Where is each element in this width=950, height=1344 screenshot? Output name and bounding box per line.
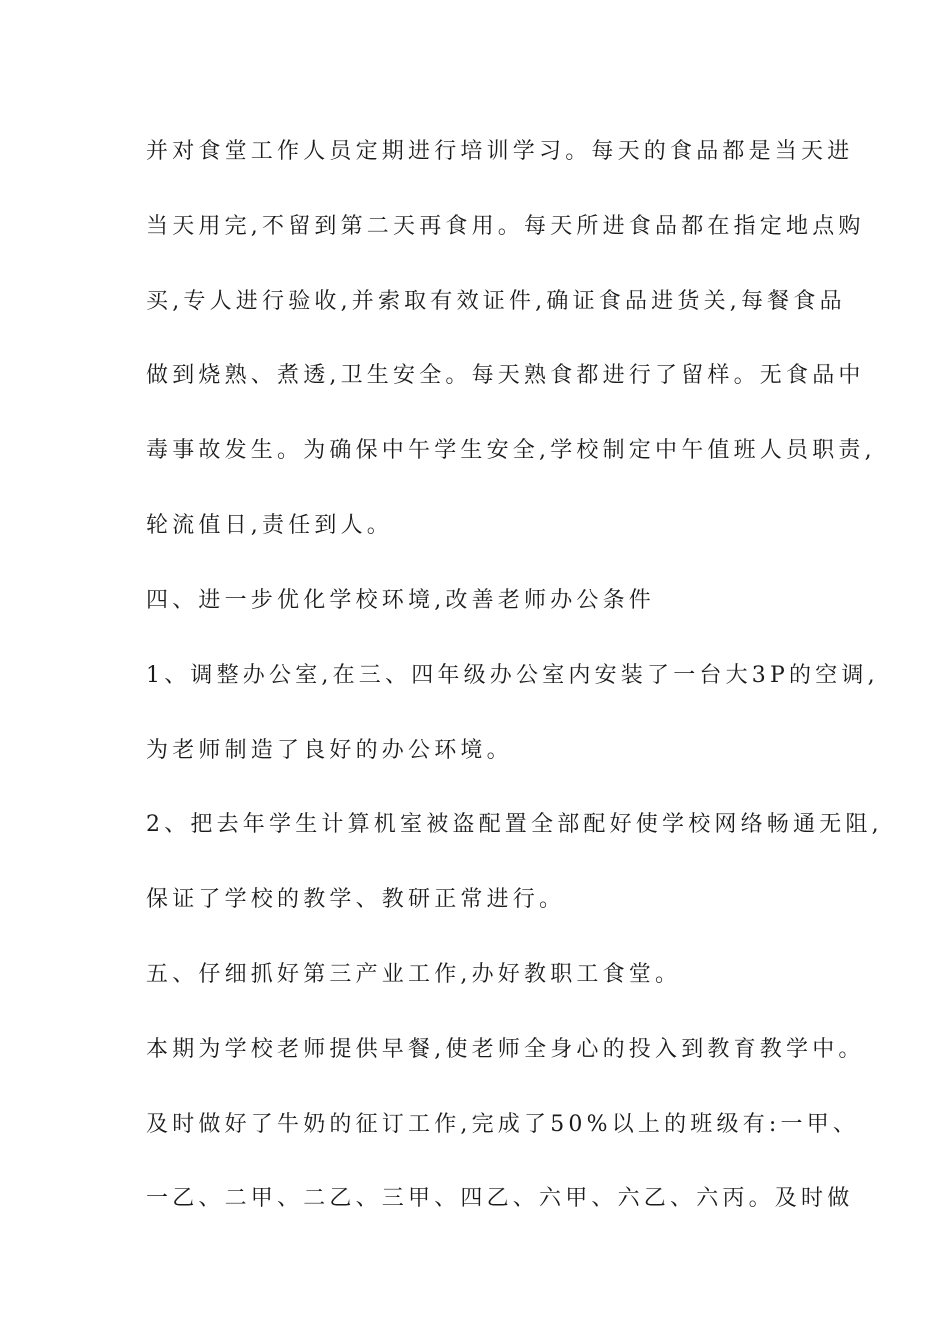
text-line: 保证了学校的教学、教研正常进行。 — [146, 887, 566, 912]
text-line: 当天用完,不留到第二天再食用。每天所进食品都在指定地点购 — [146, 214, 865, 239]
section-heading: 四、进一步优化学校环境,改善老师办公条件 — [146, 588, 655, 613]
text-line: 轮流值日,责任到人。 — [146, 513, 393, 538]
text-line: 买,专人进行验收,并索取有效证件,确证食品进货关,每餐食品 — [146, 289, 846, 314]
text-line: 做到烧熟、煮透,卫生安全。每天熟食都进行了留样。无食品中 — [146, 363, 865, 388]
list-item: 1、调整办公室,在三、四年级办公室内安装了一台大3P的空调, — [146, 663, 879, 688]
text-line: 为老师制造了良好的办公环境。 — [146, 738, 513, 763]
text-line: 毒事故发生。为确保中午学生安全,学校制定中午值班人员职责, — [146, 438, 876, 463]
text-line: 并对食堂工作人员定期进行培训学习。每天的食品都是当天进 — [146, 139, 854, 164]
list-item: 2、把去年学生计算机室被盗配置全部配好使学校网络畅通无阻, — [146, 812, 883, 837]
text-line: 一乙、二甲、二乙、三甲、四乙、六甲、六乙、六丙。及时做 — [146, 1186, 854, 1211]
text-line: 及时做好了牛奶的征订工作,完成了50%以上的班级有:一甲、 — [146, 1112, 860, 1137]
section-heading: 五、仔细抓好第三产业工作,办好教职工食堂。 — [146, 962, 682, 987]
text-line: 本期为学校老师提供早餐,使老师全身心的投入到教育教学中。 — [146, 1037, 865, 1062]
